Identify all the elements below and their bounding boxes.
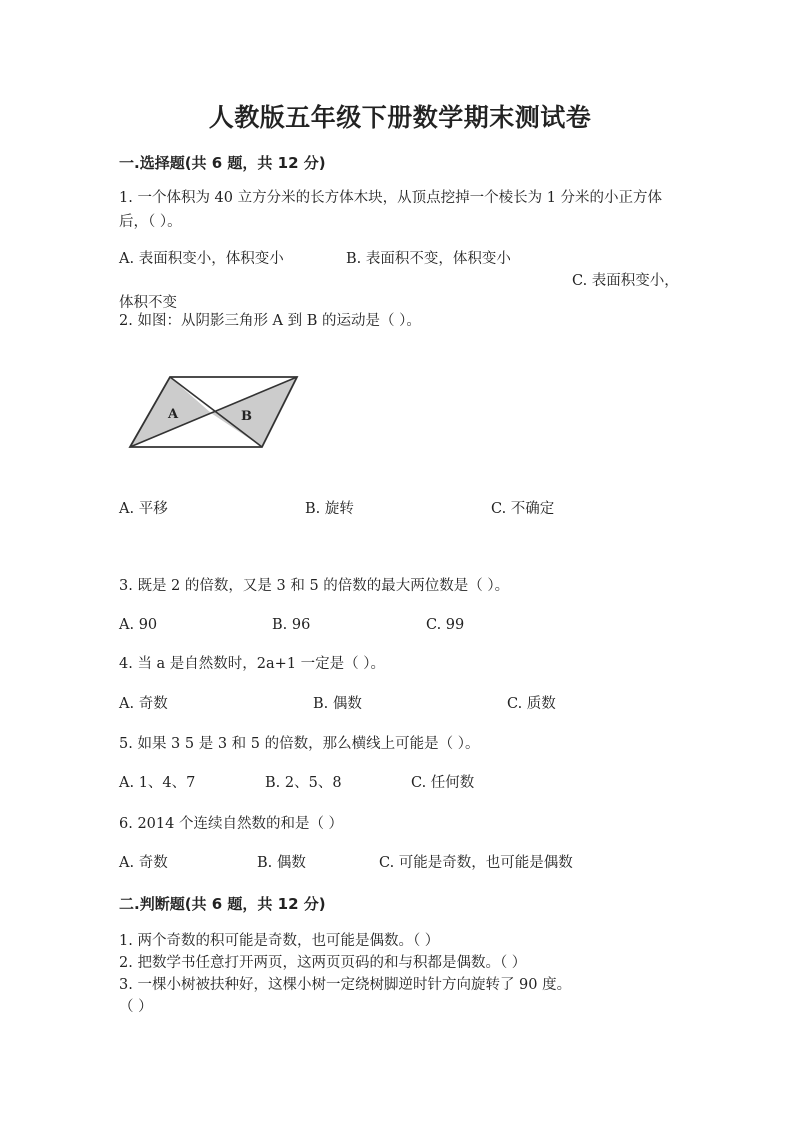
q2-option-b: B. 旋转: [305, 501, 354, 517]
judge-item-3-bracket: （ ）: [119, 999, 153, 1015]
judge-item-1: 1. 两个奇数的积可能是奇数，也可能是偶数。（ ）: [119, 933, 440, 949]
section-heading-judge: 二.判断题(共 6 题，共 12 分): [119, 895, 326, 913]
triangle-b-shade: [211, 377, 297, 447]
question-6: 6. 2014 个连续自然数的和是（ ）: [119, 816, 344, 832]
parallelogram-figure: [125, 372, 305, 454]
judge-item-3: 3. 一棵小树被扶种好，这棵小树一定绕树脚逆时针方向旋转了 90 度。: [119, 977, 572, 993]
question-1: 1. 一个体积为 40 立方分米的长方体木块，从顶点挖掉一个棱长为 1 分米的小正方体后，（ ）。: [119, 190, 663, 230]
label-a: A: [168, 407, 179, 422]
question-2: 2. 如图：从阴影三角形 A 到 B 的运动是（ ）。: [119, 313, 421, 329]
question-5: 5. 如果 3 5 是 3 和 5 的倍数，那么横线上可能是（ ）。: [119, 736, 480, 752]
q2-option-c: C. 不确定: [491, 501, 555, 517]
label-b: B: [241, 409, 252, 424]
q5-option-b: B. 2、5、8: [265, 775, 342, 791]
section-heading-choice: 一.选择题(共 6 题，共 12 分): [119, 154, 326, 172]
q6-option-a: A. 奇数: [119, 855, 168, 871]
judge-item-2: 2. 把数学书任意打开两页，这两页页码的和与积都是偶数。（ ）: [119, 955, 527, 971]
q1-option-c: C. 表面积变小，体积不变: [119, 273, 679, 311]
q3-option-c: C. 99: [426, 617, 465, 633]
q6-option-c: C. 可能是奇数，也可能是偶数: [379, 855, 573, 871]
q1-option-b: B. 表面积不变，体积变小: [346, 251, 511, 267]
page-title: 人教版五年级下册数学期末测试卷: [208, 103, 592, 132]
q4-option-c: C. 质数: [507, 696, 556, 712]
q4-option-a: A. 奇数: [119, 696, 168, 712]
q2-option-a: A. 平移: [119, 501, 168, 517]
question-4: 4. 当 a 是自然数时，2a+1 一定是（ ）。: [119, 656, 386, 672]
q5-option-a: A. 1、4、7: [119, 775, 196, 791]
q6-option-b: B. 偶数: [257, 855, 306, 871]
q1-option-a: A. 表面积变小，体积变小: [119, 251, 284, 267]
q3-option-a: A. 90: [119, 617, 158, 633]
question-3: 3. 既是 2 的倍数，又是 3 和 5 的倍数的最大两位数是（ ）。: [119, 578, 510, 594]
q3-option-b: B. 96: [272, 617, 311, 633]
q4-option-b: B. 偶数: [313, 696, 362, 712]
q5-option-c: C. 任何数: [411, 775, 475, 791]
